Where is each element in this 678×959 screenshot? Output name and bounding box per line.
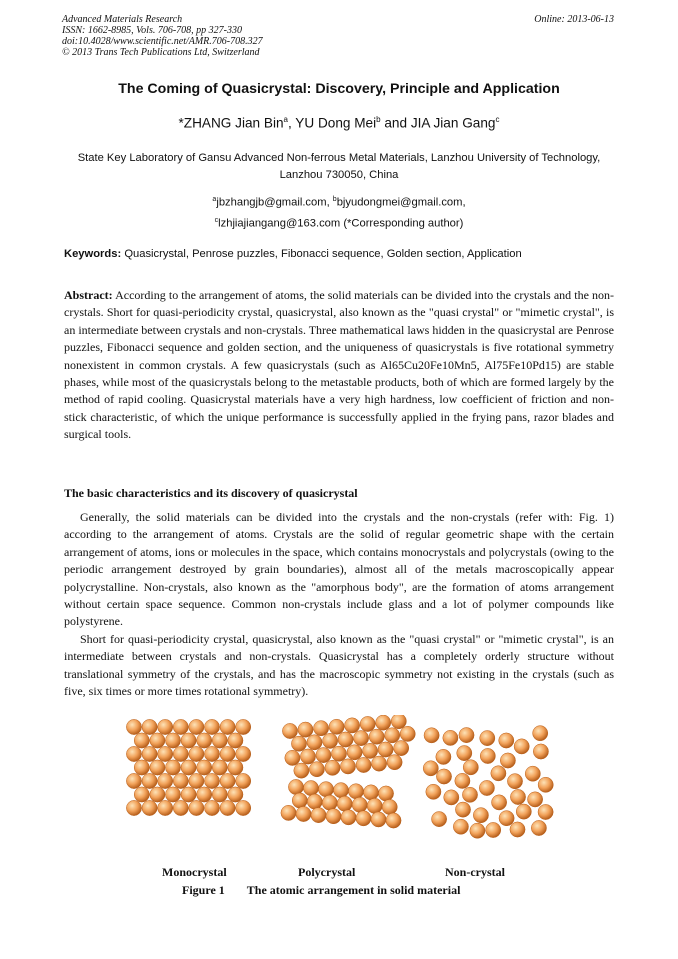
- atom: [347, 745, 362, 760]
- atom: [197, 733, 212, 748]
- atom: [385, 728, 400, 743]
- atom: [158, 800, 173, 815]
- atom: [387, 755, 402, 770]
- atom: [158, 773, 173, 788]
- atom: [204, 746, 219, 761]
- atom: [314, 721, 329, 736]
- atom: [531, 820, 546, 835]
- email-sup: a: [212, 196, 217, 203]
- abstract: [64, 287, 614, 444]
- atom: [318, 782, 333, 797]
- atom: [134, 760, 149, 775]
- atom: [453, 819, 468, 834]
- email-link[interactable]: bjyudongmei@gmail.com: [336, 196, 463, 209]
- polycrystal-atoms: [281, 715, 415, 828]
- atom: [382, 799, 397, 814]
- atom: [363, 743, 378, 758]
- journal-header: [62, 14, 614, 58]
- atom: [189, 719, 204, 734]
- atom: [436, 749, 451, 764]
- atom: [341, 810, 356, 825]
- atom: [463, 760, 478, 775]
- atom: [356, 811, 371, 826]
- atom: [236, 719, 251, 734]
- atom: [303, 781, 318, 796]
- atom: [236, 800, 251, 815]
- atom: [126, 746, 141, 761]
- atom: [391, 715, 406, 729]
- atom: [470, 823, 485, 838]
- atom: [492, 795, 507, 810]
- atom: [444, 790, 459, 805]
- atom: [443, 730, 458, 745]
- atom: [459, 728, 474, 743]
- author-name: *ZHANG Jian Bin: [178, 115, 284, 131]
- atom: [367, 798, 382, 813]
- atom: [212, 760, 227, 775]
- abstract-label: Abstract:: [64, 288, 113, 302]
- atom: [331, 746, 346, 761]
- atom: [282, 723, 297, 738]
- atom: [326, 809, 341, 824]
- atom: [507, 774, 522, 789]
- atom: [340, 759, 355, 774]
- atom: [510, 789, 525, 804]
- atom: [378, 742, 393, 757]
- atom: [126, 719, 141, 734]
- email-sup: b: [332, 196, 337, 203]
- atom: [323, 733, 338, 748]
- affiliation: State Key Laboratory of Gansu Advanced Non-ferrous Metal Materials, Lanzhou University of Technology, Lanzhou 730050, China: [77, 152, 601, 181]
- atom: [491, 766, 506, 781]
- issn-line: ISSN: 1662-8985, Vols. 706-708, pp 327-330: [62, 25, 242, 36]
- email-link[interactable]: jbzhangjb@gmail.com: [216, 196, 327, 209]
- atom: [134, 733, 149, 748]
- atom: [173, 719, 188, 734]
- atom: [499, 733, 514, 748]
- atom: [173, 746, 188, 761]
- atom: [525, 766, 540, 781]
- email-block: $^a$jbzhangjb@gmail.com, $^b$bjyudongmei@gmail.com, $^c$lzhjiajiangang@163.com (*Corresponding author): [212, 196, 466, 230]
- atom: [197, 787, 212, 802]
- atom: [150, 787, 165, 802]
- atom: [354, 731, 369, 746]
- non-crystal-atoms: [423, 726, 553, 839]
- paragraph-2: Short for quasi-periodicity crystal, quasicrystal, also known as the "quasi crystal" or "mimetic crystal", is an intermediate between crystals and non-crystals. Quasicrystal has a completely orderly structure without translational symmetry of the crystals, and has the macroscopic symmetry not existing in the crystals (such as five, six times or more times rotational symmetry).: [64, 632, 614, 699]
- atom: [457, 746, 472, 761]
- atom: [181, 760, 196, 775]
- atom: [455, 802, 470, 817]
- atom: [479, 780, 494, 795]
- atom: [316, 748, 331, 763]
- label-polycrystal: Polycrystal: [298, 865, 356, 879]
- atom: [212, 787, 227, 802]
- atom: [436, 769, 451, 784]
- atom: [423, 761, 438, 776]
- atom: [291, 736, 306, 751]
- atom: [538, 804, 553, 819]
- author-sup: b: [376, 115, 381, 124]
- section-heading: The basic characteristics and its discovery of quasicrystal: [64, 486, 358, 500]
- atom: [158, 746, 173, 761]
- atom: [126, 800, 141, 815]
- atom: [181, 733, 196, 748]
- atom: [150, 760, 165, 775]
- atom: [142, 800, 157, 815]
- caption-number: Figure 1: [182, 883, 225, 897]
- atom: [165, 787, 180, 802]
- author-sup: c: [495, 115, 500, 124]
- atom: [197, 760, 212, 775]
- corresponding-note: (*Corresponding author): [343, 217, 464, 230]
- atom: [158, 719, 173, 734]
- atom: [486, 822, 501, 837]
- atom: [424, 728, 439, 743]
- email-sup: c: [214, 216, 219, 224]
- atom: [322, 795, 337, 810]
- atom: [220, 773, 235, 788]
- atom: [228, 760, 243, 775]
- atom: [337, 796, 352, 811]
- atom: [376, 715, 391, 730]
- author-list: [0, 115, 678, 131]
- atom: [309, 762, 324, 777]
- atom: [516, 804, 531, 819]
- atom: [394, 741, 409, 756]
- atom: [356, 757, 371, 772]
- atom: [220, 746, 235, 761]
- atom: [236, 773, 251, 788]
- paragraph-1: Generally, the solid materials can be divided into the crystals and the non-crystals (refer with: Fig. 1) according to the arrangement of atoms. Crystals are the solid of regular geometric shape with the certain arrangement of atoms, ions or molecules in the space, which contains monocrystals and polycrystals (owing to the periodic arrangement destroyed by grain boundaries), almost all of the metals macroscopically appear polycrystalline. Non-crystals, also known as the "amorphous body", are the formation of atoms arrangement without certain space sequence. Common non-crystals include glass and a lot of polymer compounds like polystyrene.: [64, 510, 614, 629]
- atom: [307, 735, 322, 750]
- atom: [285, 750, 300, 765]
- atom: [432, 812, 447, 827]
- atom: [514, 739, 529, 754]
- atom: [480, 748, 495, 763]
- atom: [329, 719, 344, 734]
- journal-name: Advanced Materials Research: [62, 14, 183, 25]
- atom: [204, 773, 219, 788]
- email-link[interactable]: lzhjiajiangang@163.com: [218, 217, 341, 230]
- keywords-text: Quasicrystal, Penrose puzzles, Fibonacci sequence, Golden section, Application: [124, 248, 522, 260]
- atom: [142, 719, 157, 734]
- atom: [189, 773, 204, 788]
- atom: [473, 808, 488, 823]
- abstract-text: According to the arrangement of atoms, the solid materials can be divided into the crystals and the non-crystals. Short for quasi-periodicity crystal, quasicrystal, also known as the "quasi crystal" or "mimetic crystal", is an intermediate between crystals and non-crystals. Three mathematical laws hidden in the quasicrystal are Penrose puzzles, Fibonacci sequence and golden section, and the uniqueness of quasicrystals is five rotational symmetry nonexistent in common crystals. A few quasicrystals (such as Al65Cu20Fe10Mn5, Al75Fe10Pd15) are stable phases, while most of the quasicrystals belong to the metastable products, both of which are formed largely by the method of rapid cooling. Quasicrystal materials have a very high hardness, low coefficient of friction and non-stick characteristic, of which the unique performance is successfully applied in the frying pans, razor blades and surgical tools.: [64, 288, 615, 442]
- atom: [126, 773, 141, 788]
- atom: [500, 753, 515, 768]
- author-sup: a: [283, 115, 288, 124]
- atom: [300, 749, 315, 764]
- atom: [142, 773, 157, 788]
- atom: [296, 806, 311, 821]
- atom: [236, 746, 251, 761]
- atom: [292, 793, 307, 808]
- paper-title: The Coming of Quasicrystal: Discovery, Principle and Application: [118, 81, 560, 97]
- keywords: [64, 248, 624, 260]
- atom: [348, 784, 363, 799]
- atom: [181, 787, 196, 802]
- atom: [173, 800, 188, 815]
- atom: [307, 794, 322, 809]
- atom: [220, 719, 235, 734]
- atom: [134, 787, 149, 802]
- atom: [294, 763, 309, 778]
- atom: [400, 726, 415, 741]
- caption-text: The atomic arrangement in solid material: [246, 883, 461, 897]
- atom: [480, 731, 495, 746]
- author-name: YU Dong Mei: [295, 115, 377, 131]
- atom: [533, 744, 548, 759]
- atom: [189, 800, 204, 815]
- atom: [499, 811, 514, 826]
- atom: [533, 726, 548, 741]
- monocrystal-atoms: [126, 719, 250, 815]
- copyright-line: © 2013 Trans Tech Publications Ltd, Switzerland: [62, 47, 260, 58]
- atom: [369, 729, 384, 744]
- figure-atomic-arrangement: [118, 715, 558, 855]
- atom: [363, 785, 378, 800]
- atom: [372, 756, 387, 771]
- atom: [538, 777, 553, 792]
- atom: [220, 800, 235, 815]
- atom: [204, 719, 219, 734]
- atom: [288, 779, 303, 794]
- atom: [510, 822, 525, 837]
- atom: [173, 773, 188, 788]
- keywords-label: Keywords:: [64, 248, 122, 260]
- atom: [338, 732, 353, 747]
- atom: [352, 797, 367, 812]
- atom: [165, 733, 180, 748]
- atom: [345, 718, 360, 733]
- atom: [228, 787, 243, 802]
- atom: [528, 792, 543, 807]
- atom: [462, 787, 477, 802]
- online-date: Online: 2013-06-13: [534, 14, 614, 25]
- atom: [311, 808, 326, 823]
- atom: [228, 733, 243, 748]
- atom: [333, 783, 348, 798]
- author-conjunction: and: [380, 115, 411, 131]
- figure-caption: [182, 883, 460, 898]
- author-separator: ,: [287, 115, 296, 131]
- atom: [386, 813, 401, 828]
- atom: [204, 800, 219, 815]
- atom: [150, 733, 165, 748]
- atom: [371, 812, 386, 827]
- atom: [281, 805, 296, 820]
- atom: [212, 733, 227, 748]
- doi-line[interactable]: doi:10.4028/www.scientific.net/AMR.706-708.327: [62, 36, 263, 47]
- atom: [142, 746, 157, 761]
- label-monocrystal: Monocrystal: [162, 865, 227, 879]
- author-name: JIA Jian Gang: [410, 115, 496, 131]
- label-non-crystal: Non-crystal: [445, 865, 505, 879]
- atom: [325, 760, 340, 775]
- atom: [455, 773, 470, 788]
- atom: [189, 746, 204, 761]
- atom: [298, 722, 313, 737]
- atom: [360, 716, 375, 731]
- atom: [378, 786, 393, 801]
- atom: [165, 760, 180, 775]
- atom: [426, 784, 441, 799]
